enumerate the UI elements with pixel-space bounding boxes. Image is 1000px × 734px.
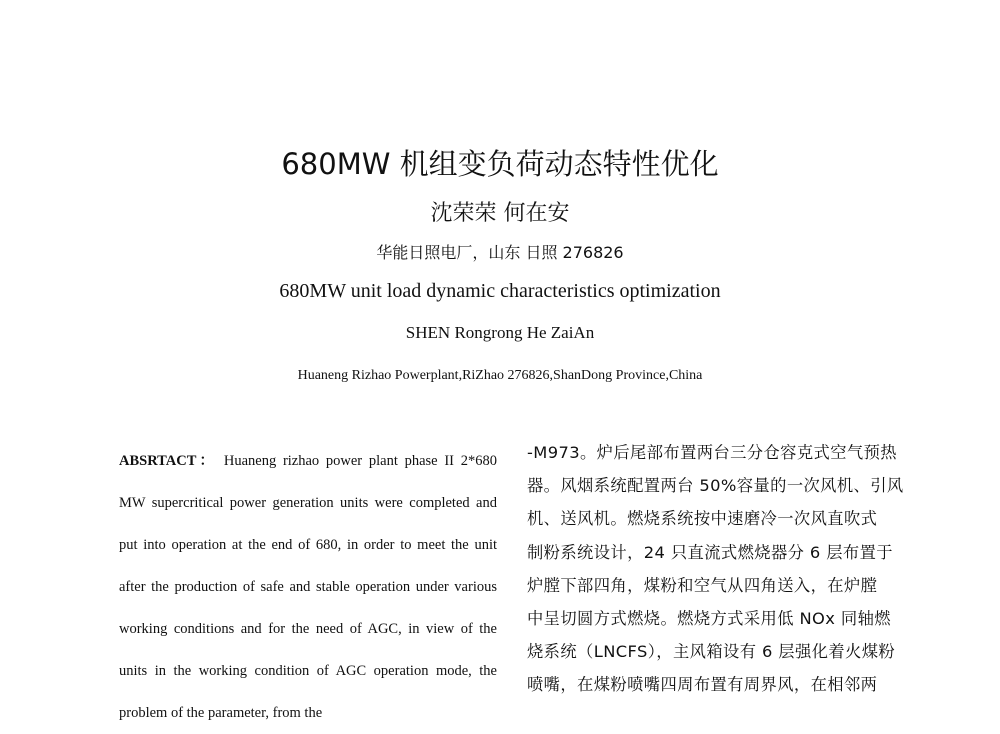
authors-en: SHEN Rongrong He ZaiAn [405,323,595,342]
body-line: 器。风烟系统配置两台 50%容量的一次风机、引风 [527,476,904,496]
abstract-text: Huaneng rizhao power plant phase II 2*680 MW supercritical power generation units were completed and put into operation at the end of 680, in order to meet the unit after the production of safe and stable operation under various working conditions and for the need of AGC, in view of the units in the working condition of AGC operation mode, the problem of the parameter, from the [119,453,497,721]
paper-title-cn: 680MW 机组变负荷动态特性优化 [281,147,719,181]
body-line: 机、送风机。燃烧系统按中速磨冷一次风直吹式 [527,509,878,529]
body-text-column [527,436,907,702]
body-line: 制粉系统设计，24 只直流式燃烧器分 6 层布置于 [527,542,893,562]
abstract-label: ABSRTACT： [119,453,218,469]
affiliation-cn: 华能日照电厂，山东 日照 276826 [376,243,624,262]
authors-cn: 沈荣荣 何在安 [430,201,570,226]
abstract-column [119,440,497,734]
body-line: -M973。炉后尾部布置两台三分仓容克式空气预热 [527,443,897,462]
body-line: 喷嘴，在煤粉喷嘴四周布置有周界风，在相邻两 [527,675,878,695]
body-line: 中呈切圆方式燃烧。燃烧方式采用低 NOx 同轴燃 [527,609,891,629]
affiliation-en: Huaneng Rizhao Powerplant,RiZhao 276826,ShanDong Province,China [297,368,703,383]
paper-title-en: 680MW unit load dynamic characteristics optimization [279,280,721,302]
body-line: 炉膛下部四角，煤粉和空气从四角送入，在炉膛 [527,575,878,595]
body-line: 烧系统（LNCFS），主风箱设有 6 层强化着火煤粉 [527,642,896,662]
